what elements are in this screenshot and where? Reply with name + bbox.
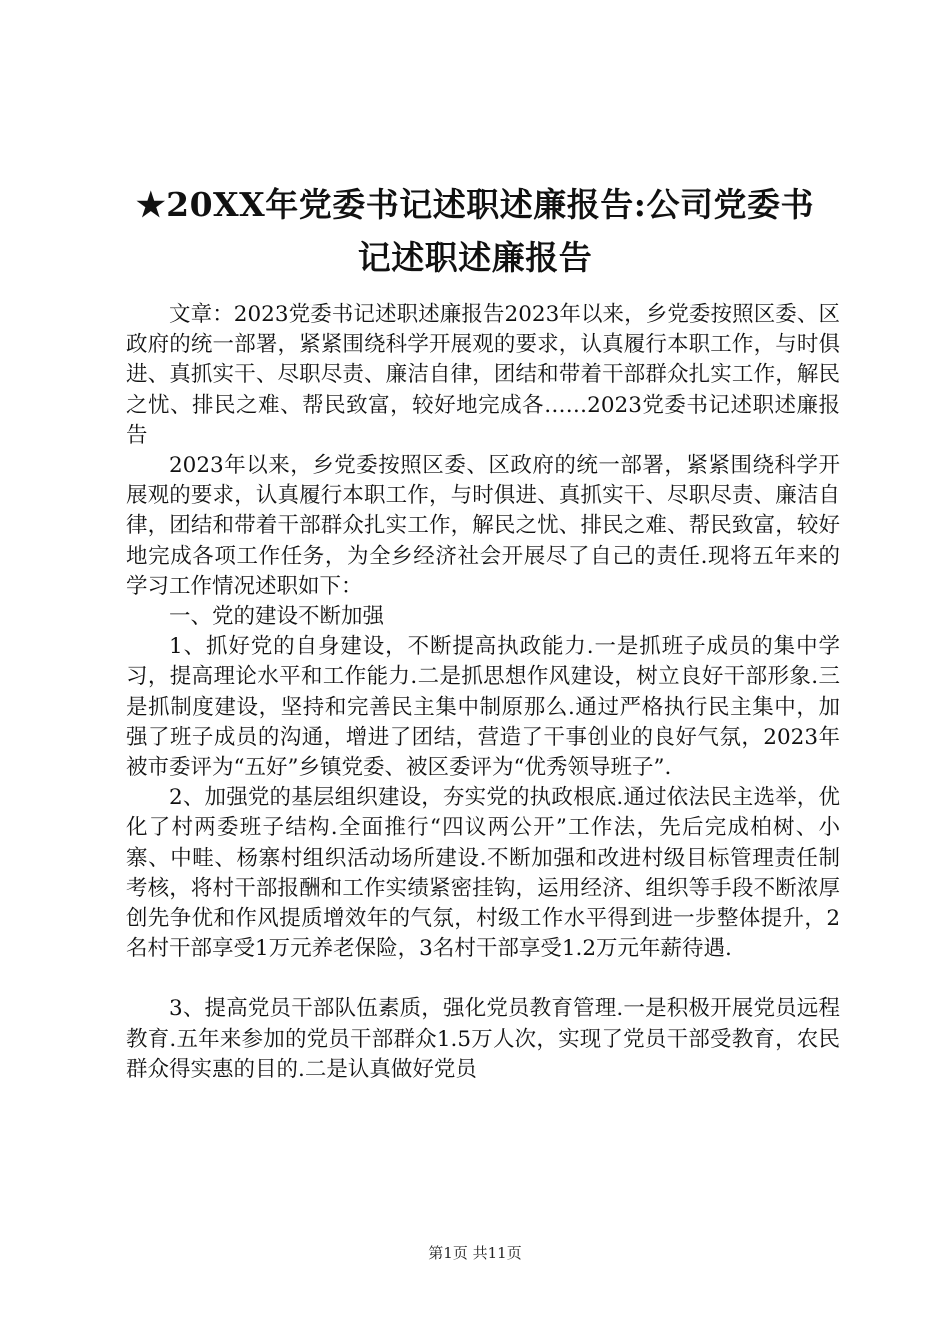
document-title [100, 178, 850, 284]
section-heading-party-building: 一、党的建设不断加强 [169, 604, 385, 630]
paragraph-item-1: 1、抓好党的自身建设，不断提高执政能力.一是抓班子成员的集中学习，提高理论水平和工作能力.二是抓思想作风建设，树立良好干部形象.三是抓制度建设，坚持和完善民主集中制原那么.通过严格执行民主集中，加强了班子成员的沟通，增进了团结，营造了干事创业的良好气氛，2023年被市委评为“五好”乡镇党委、被区委评为“优秀领导班子”. [126, 634, 840, 781]
paragraph-summary: 文章：2023党委书记述职述廉报告2023年以来，乡党委按照区委、区政府的统一部署，紧紧围绕科学开展观的要求，认真履行本职工作，与时俱进、真抓实干、尽职尽责、廉洁自律，团结和带着干部群众扎实工作，解民之忧、排民之难、帮民致富，较好地完成各……2023党委书记述职述廉报告 [126, 302, 840, 448]
paragraph-item-3: 3、提高党员干部队伍素质，强化党员教育管理.一是积极开展党员远程教育.五年来参加的党员干部群众1.5万人次，实现了党员干部受教育，农民群众得实惠的目的.二是认真做好党员 [126, 996, 840, 1082]
document-body [126, 300, 840, 1085]
paragraph-intro: 2023年以来，乡党委按照区委、区政府的统一部署，紧紧围绕科学开展观的要求，认真履行本职工作，与时俱进、真抓实干、尽职尽责、廉洁自律，团结和带着干部群众扎实工作，解民之忧、排民之难、帮民致富，较好地完成各项工作任务，为全乡经济社会开展尽了自己的责任.现将五年来的学习工作情况述职如下： [126, 453, 840, 599]
paragraph-item-2: 2、加强党的基层组织建设，夯实党的执政根底.通过依法民主选举，优化了村两委班子结构.全面推行“四议两公开”工作法，先后完成柏树、小寨、中畦、杨寨村组织活动场所建设.不断加强和改进村级目标管理责任制考核，将村干部报酬和工作实绩紧密挂钩，运用经济、组织等手段不断浓厚创先争优和作风提质增效年的气氛，村级工作水平得到进一步整体提升，2名村干部享受1万元养老保险，3名村干部享受1.2万元年薪待遇. [126, 785, 840, 962]
document-title-line-2: 记述职述廉报告 [357, 238, 593, 277]
document-title-line-1: ★20XX年党委书记述职述廉报告:公司党委书 [136, 185, 814, 224]
page-number-footer: 第1页 共11页 [428, 1244, 522, 1262]
